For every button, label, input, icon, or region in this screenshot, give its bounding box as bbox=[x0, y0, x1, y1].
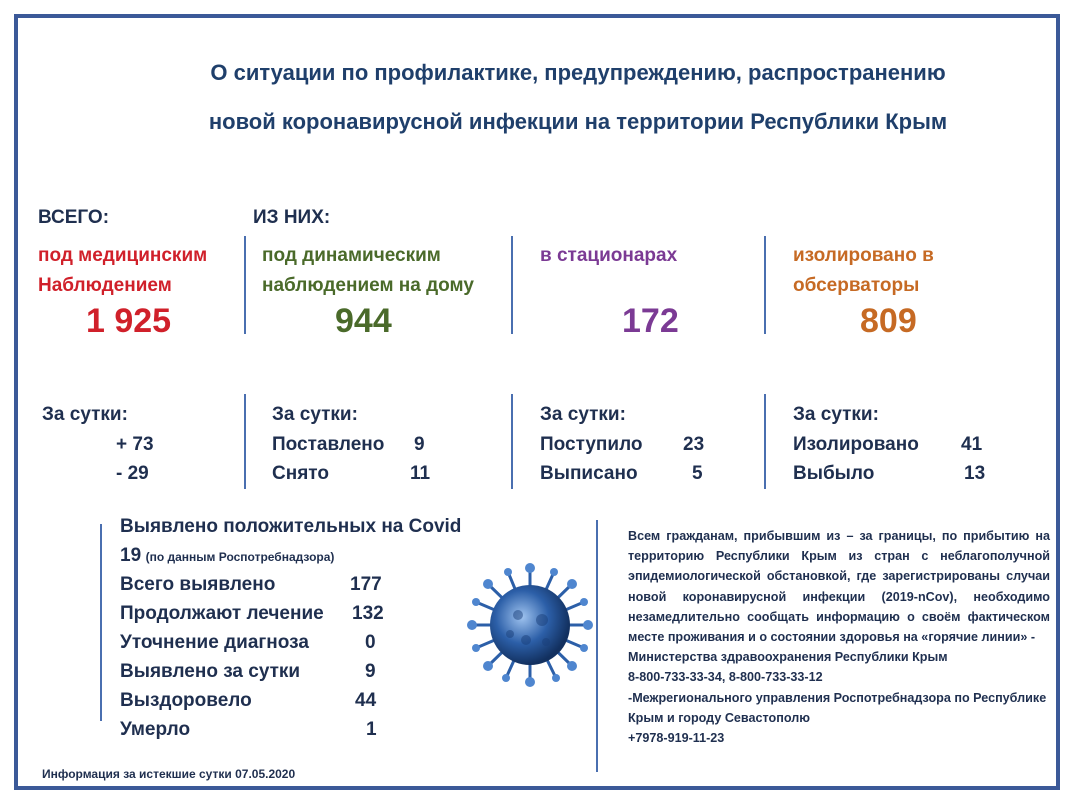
notice-rpn-line1: -Межрегионального управления Роспотребнадзора по Республике bbox=[628, 690, 1047, 705]
daily-row-value: 9 bbox=[414, 434, 425, 455]
covid-heading-line2 bbox=[120, 545, 334, 567]
daily-row-value: 5 bbox=[692, 463, 703, 484]
divider bbox=[511, 394, 513, 489]
divider bbox=[764, 236, 766, 334]
notice-rpn-line2: Крым и городу Севастополю bbox=[628, 710, 810, 725]
divider bbox=[244, 236, 246, 334]
category-label-line1: изолировано в bbox=[793, 245, 934, 266]
daily-label: За сутки: bbox=[42, 404, 128, 425]
category-label-line2: Наблюдением bbox=[38, 275, 172, 296]
daily-row-label: Поступило bbox=[540, 434, 643, 455]
covid-heading-num: 19 bbox=[120, 545, 142, 566]
covid-heading: Выявлено положительных на Covid bbox=[120, 516, 462, 537]
category-value-hospital: 172 bbox=[622, 302, 679, 340]
category-value-medical: 1 925 bbox=[86, 302, 172, 340]
covid-row-label: Умерло bbox=[120, 719, 191, 740]
daily-label: За сутки: bbox=[793, 404, 879, 425]
notice-paragraph: Всем гражданам, прибывшим из – за границы, по прибытию на территорию Республики Крым из стран с неблагополучной эпидемиологической обстановкой, где зарегистрированы случаи новой коронавирусной инфекции (2019-nCov), необходимо незамедлительно сообщать информацию о своём фактическом месте проживания и о состоянии здоровья на «горячие линии» - bbox=[628, 529, 1050, 645]
daily-label: За сутки: bbox=[272, 404, 358, 425]
footer-date-note: Информация за истекшие сутки 07.05.2020 bbox=[42, 767, 296, 781]
category-label-line2: наблюдением на дому bbox=[262, 275, 474, 296]
notice-ministry: Министерства здравоохранения Республики Крым bbox=[628, 650, 948, 665]
daily-row-value: 41 bbox=[961, 434, 983, 455]
covid-row-value: 132 bbox=[352, 603, 384, 624]
divider bbox=[100, 524, 102, 721]
of-them-header: ИЗ НИХ: bbox=[253, 207, 331, 228]
divider bbox=[764, 394, 766, 489]
covid-row-label: Выздоровело bbox=[120, 690, 252, 711]
notice-ministry-phones: 8-800-733-33-34, 8-800-733-33-12 bbox=[628, 670, 823, 685]
title-line-1: О ситуации по профилактике, предупреждению, распространению bbox=[210, 60, 946, 85]
daily-row-label: Изолировано bbox=[793, 434, 919, 455]
category-value-observatory: 809 bbox=[860, 302, 917, 340]
notice-rpn-phone: +7978-919-11-23 bbox=[628, 731, 725, 746]
divider bbox=[596, 520, 598, 772]
category-label-line2: обсерваторы bbox=[793, 275, 920, 296]
daily-minus: - 29 bbox=[116, 463, 149, 484]
total-header: ВСЕГО: bbox=[38, 207, 110, 228]
category-hospital bbox=[540, 241, 677, 271]
covid-row-value: 9 bbox=[365, 661, 376, 682]
covid-row-label: Выявлено за сутки bbox=[120, 661, 301, 682]
daily-row-label: 13 bbox=[964, 463, 986, 484]
category-value-home: 944 bbox=[335, 302, 392, 340]
daily-row-label: Выбыло bbox=[793, 463, 875, 484]
daily-row-label: Поставлено bbox=[272, 434, 385, 455]
category-label-line1: в стационарах bbox=[540, 245, 678, 266]
category-label-line1: под медицинским bbox=[38, 245, 208, 266]
covid-row-label: Уточнение диагноза bbox=[120, 632, 309, 653]
covid-row-value: 177 bbox=[350, 574, 382, 595]
category-home bbox=[262, 241, 474, 301]
category-label-line1: под динамическим bbox=[262, 245, 441, 266]
covid-row-value: 1 bbox=[366, 719, 377, 740]
daily-row-value: 23 bbox=[683, 434, 705, 455]
daily-label: За сутки: bbox=[540, 404, 626, 425]
title-line-2: новой коронавирусной инфекции на территории Республики Крым bbox=[208, 109, 948, 134]
daily-row-label: Выписано bbox=[540, 463, 638, 484]
covid-row-value: 0 bbox=[365, 632, 376, 653]
coronavirus-icon bbox=[460, 560, 600, 690]
daily-plus: + 73 bbox=[116, 434, 154, 455]
divider bbox=[244, 394, 246, 489]
divider bbox=[511, 236, 513, 334]
covid-row-label: Продолжают лечение bbox=[120, 603, 324, 624]
category-medical bbox=[38, 241, 207, 301]
covid-row-value: 44 bbox=[355, 690, 377, 711]
category-observatory bbox=[793, 241, 934, 301]
notice-text bbox=[628, 526, 1050, 748]
daily-row-label: Снято bbox=[272, 463, 329, 484]
covid-row-label: Всего выявлено bbox=[120, 574, 276, 595]
daily-row-value: 11 bbox=[410, 463, 431, 484]
covid-source-note: (по данным Роспотребнадзора) bbox=[145, 550, 335, 564]
